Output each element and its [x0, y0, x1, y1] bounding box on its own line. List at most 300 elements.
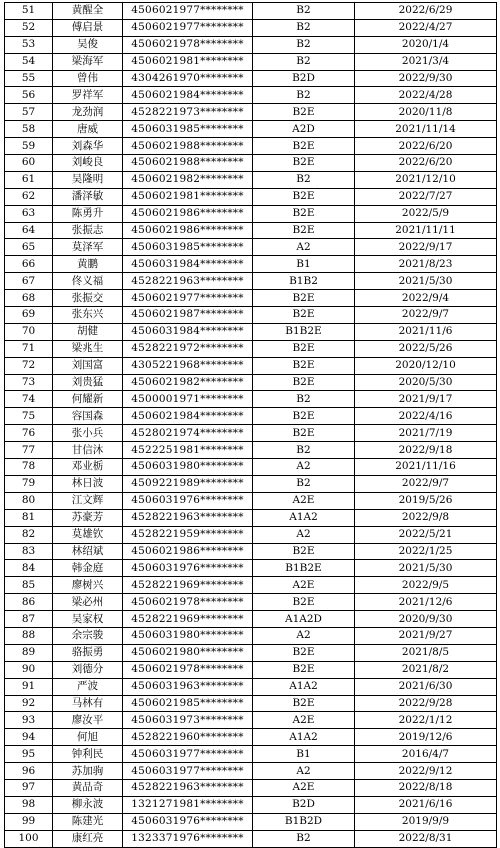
id-number-cell: 4528221969********	[123, 577, 253, 594]
row-number-cell: 52	[5, 19, 53, 36]
license-class-cell: B2E	[253, 138, 355, 155]
date-cell: 2022/9/8	[355, 509, 497, 526]
table-row	[5, 36, 497, 53]
table-row	[5, 746, 497, 763]
date-cell: 2022/5/21	[355, 526, 497, 543]
date-cell: 2021/9/27	[355, 627, 497, 644]
row-number-cell: 61	[5, 171, 53, 188]
name-cell: 吴隆明	[53, 171, 123, 188]
id-number-cell: 1323371976********	[123, 830, 253, 847]
id-number-cell: 4305221968********	[123, 357, 253, 374]
table-row	[5, 188, 497, 205]
license-class-cell: B2	[253, 391, 355, 408]
id-number-cell: 4506021980********	[123, 644, 253, 661]
table-row	[5, 526, 497, 543]
license-class-cell: B1B2D	[253, 813, 355, 830]
name-cell: 何耀新	[53, 391, 123, 408]
name-cell: 甘信沐	[53, 442, 123, 459]
table-row	[5, 830, 497, 847]
row-number-cell: 55	[5, 70, 53, 87]
license-class-cell: B2	[253, 475, 355, 492]
date-cell: 2021/12/10	[355, 171, 497, 188]
row-number-cell: 86	[5, 594, 53, 611]
date-cell: 2021/8/23	[355, 256, 497, 273]
table-row	[5, 442, 497, 459]
row-number-cell: 88	[5, 627, 53, 644]
row-number-cell: 73	[5, 374, 53, 391]
license-class-cell: A1A2	[253, 678, 355, 695]
table-row	[5, 475, 497, 492]
name-cell: 张小兵	[53, 425, 123, 442]
row-number-cell: 89	[5, 644, 53, 661]
row-number-cell: 64	[5, 222, 53, 239]
license-class-cell: B2	[253, 442, 355, 459]
license-class-cell: A1A2D	[253, 611, 355, 628]
date-cell: 2022/6/29	[355, 3, 497, 20]
id-number-cell: 4506021984********	[123, 87, 253, 104]
license-class-cell: B2D	[253, 796, 355, 813]
name-cell: 黄鹏	[53, 256, 123, 273]
id-number-cell: 4506021984********	[123, 408, 253, 425]
date-cell: 2021/11/16	[355, 459, 497, 476]
row-number-cell: 74	[5, 391, 53, 408]
row-number-cell: 72	[5, 357, 53, 374]
date-cell: 2022/5/26	[355, 340, 497, 357]
row-number-cell: 95	[5, 746, 53, 763]
table-row	[5, 138, 497, 155]
license-class-cell: B2E	[253, 357, 355, 374]
license-class-cell: B1	[253, 256, 355, 273]
date-cell: 2020/11/8	[355, 104, 497, 121]
date-cell: 2022/4/16	[355, 408, 497, 425]
table-row	[5, 408, 497, 425]
id-number-cell: 4528221959********	[123, 526, 253, 543]
table-row	[5, 222, 497, 239]
license-class-cell: B2E	[253, 374, 355, 391]
id-number-cell: 4506021982********	[123, 171, 253, 188]
name-cell: 吴俊	[53, 36, 123, 53]
row-number-cell: 87	[5, 611, 53, 628]
license-class-cell: B2	[253, 19, 355, 36]
date-cell: 2021/8/5	[355, 644, 497, 661]
name-cell: 龙劲润	[53, 104, 123, 121]
date-cell: 2021/7/19	[355, 425, 497, 442]
table-row	[5, 3, 497, 20]
row-number-cell: 68	[5, 290, 53, 307]
table-row	[5, 323, 497, 340]
license-class-cell: A1A2	[253, 509, 355, 526]
license-class-cell: B2	[253, 171, 355, 188]
name-cell: 严波	[53, 678, 123, 695]
name-cell: 刘德分	[53, 661, 123, 678]
table-row	[5, 155, 497, 172]
table-row	[5, 796, 497, 813]
name-cell: 张振交	[53, 290, 123, 307]
id-number-cell: 4506031984********	[123, 323, 253, 340]
name-cell: 钟利民	[53, 746, 123, 763]
name-cell: 余宗骏	[53, 627, 123, 644]
name-cell: 陈勇升	[53, 205, 123, 222]
row-number-cell: 97	[5, 779, 53, 796]
id-number-cell: 4528221973********	[123, 104, 253, 121]
date-cell: 2021/6/16	[355, 796, 497, 813]
row-number-cell: 75	[5, 408, 53, 425]
row-number-cell: 76	[5, 425, 53, 442]
id-number-cell: 4506021981********	[123, 53, 253, 70]
row-number-cell: 63	[5, 205, 53, 222]
table-row	[5, 678, 497, 695]
id-number-cell: 4506031973********	[123, 712, 253, 729]
table-row	[5, 104, 497, 121]
date-cell: 2021/5/30	[355, 560, 497, 577]
name-cell: 潘泽敏	[53, 188, 123, 205]
name-cell: 陈建光	[53, 813, 123, 830]
name-cell: 何旭	[53, 729, 123, 746]
name-cell: 廖树兴	[53, 577, 123, 594]
name-cell: 江文辉	[53, 492, 123, 509]
name-cell: 莫雄钦	[53, 526, 123, 543]
table-row	[5, 19, 497, 36]
name-cell: 罗祥军	[53, 87, 123, 104]
license-class-cell: B2E	[253, 594, 355, 611]
id-number-cell: 4506021986********	[123, 222, 253, 239]
name-cell: 容国森	[53, 408, 123, 425]
license-class-cell: A2	[253, 627, 355, 644]
name-cell: 刘国富	[53, 357, 123, 374]
date-cell: 2021/6/30	[355, 678, 497, 695]
license-class-cell: B2E	[253, 307, 355, 324]
row-number-cell: 58	[5, 121, 53, 138]
name-cell: 邓业栃	[53, 459, 123, 476]
row-number-cell: 60	[5, 155, 53, 172]
id-number-cell: 4506031963********	[123, 678, 253, 695]
date-cell: 2019/5/26	[355, 492, 497, 509]
license-class-cell: B1	[253, 746, 355, 763]
name-cell: 康红亮	[53, 830, 123, 847]
date-cell: 2022/9/4	[355, 290, 497, 307]
id-number-cell: 4528221969********	[123, 611, 253, 628]
date-cell: 2022/9/5	[355, 577, 497, 594]
table-row	[5, 357, 497, 374]
table-row	[5, 813, 497, 830]
row-number-cell: 78	[5, 459, 53, 476]
id-number-cell: 4528221972********	[123, 340, 253, 357]
table-row	[5, 779, 497, 796]
table-row	[5, 391, 497, 408]
table-row	[5, 425, 497, 442]
license-class-cell: A2E	[253, 492, 355, 509]
row-number-cell: 94	[5, 729, 53, 746]
table-row	[5, 171, 497, 188]
id-number-cell: 4506031985********	[123, 239, 253, 256]
date-cell: 2022/8/31	[355, 830, 497, 847]
name-cell: 林日波	[53, 475, 123, 492]
license-class-cell: A2E	[253, 577, 355, 594]
id-number-cell: 4506031976********	[123, 492, 253, 509]
row-number-cell: 90	[5, 661, 53, 678]
table-row	[5, 256, 497, 273]
date-cell: 2021/12/6	[355, 594, 497, 611]
name-cell: 林绍斌	[53, 543, 123, 560]
date-cell: 2022/5/9	[355, 205, 497, 222]
row-number-cell: 99	[5, 813, 53, 830]
name-cell: 胡健	[53, 323, 123, 340]
license-class-cell: A2	[253, 459, 355, 476]
name-cell: 刘贵猛	[53, 374, 123, 391]
id-number-cell: 4506021977********	[123, 290, 253, 307]
id-number-cell: 4506031985********	[123, 121, 253, 138]
name-cell: 曾伟	[53, 70, 123, 87]
table-row	[5, 87, 497, 104]
date-cell: 2019/12/6	[355, 729, 497, 746]
id-number-cell: 4528021974********	[123, 425, 253, 442]
license-class-cell: B2E	[253, 290, 355, 307]
id-number-cell: 4509221989********	[123, 475, 253, 492]
id-number-cell: 4506021978********	[123, 661, 253, 678]
license-class-cell: B2D	[253, 70, 355, 87]
row-number-cell: 54	[5, 53, 53, 70]
date-cell: 2020/9/30	[355, 611, 497, 628]
row-number-cell: 84	[5, 560, 53, 577]
license-table	[4, 2, 497, 848]
row-number-cell: 67	[5, 273, 53, 290]
license-class-cell: A2E	[253, 712, 355, 729]
row-number-cell: 93	[5, 712, 53, 729]
table-row	[5, 509, 497, 526]
row-number-cell: 92	[5, 695, 53, 712]
row-number-cell: 98	[5, 796, 53, 813]
id-number-cell: 4506031976********	[123, 813, 253, 830]
row-number-cell: 81	[5, 509, 53, 526]
name-cell: 苏加驹	[53, 763, 123, 780]
table-row	[5, 492, 497, 509]
row-number-cell: 53	[5, 36, 53, 53]
date-cell: 2022/9/12	[355, 763, 497, 780]
row-number-cell: 77	[5, 442, 53, 459]
name-cell: 莫泽军	[53, 239, 123, 256]
row-number-cell: 82	[5, 526, 53, 543]
date-cell: 2022/1/25	[355, 543, 497, 560]
name-cell: 刘森华	[53, 138, 123, 155]
id-number-cell: 4528221963********	[123, 273, 253, 290]
row-number-cell: 57	[5, 104, 53, 121]
id-number-cell: 4506031980********	[123, 627, 253, 644]
row-number-cell: 85	[5, 577, 53, 594]
license-class-cell: B2E	[253, 661, 355, 678]
date-cell: 2022/9/17	[355, 239, 497, 256]
id-number-cell: 4506021978********	[123, 36, 253, 53]
id-number-cell: 4506021987********	[123, 307, 253, 324]
license-class-cell: B2	[253, 36, 355, 53]
id-number-cell: 4506031984********	[123, 256, 253, 273]
date-cell: 2022/9/7	[355, 475, 497, 492]
date-cell: 2021/5/30	[355, 273, 497, 290]
license-class-cell: A2D	[253, 121, 355, 138]
id-number-cell: 4506031976********	[123, 560, 253, 577]
id-number-cell: 4506021981********	[123, 188, 253, 205]
name-cell: 唐威	[53, 121, 123, 138]
table-row	[5, 661, 497, 678]
table-row	[5, 577, 497, 594]
id-number-cell: 4506031980********	[123, 459, 253, 476]
id-number-cell: 4528221963********	[123, 509, 253, 526]
date-cell: 2019/9/9	[355, 813, 497, 830]
date-cell: 2021/11/14	[355, 121, 497, 138]
id-number-cell: 4506031977********	[123, 763, 253, 780]
date-cell: 2021/8/2	[355, 661, 497, 678]
id-number-cell: 4500001971********	[123, 391, 253, 408]
date-cell: 2022/4/27	[355, 19, 497, 36]
table-row	[5, 695, 497, 712]
license-class-cell: B2E	[253, 104, 355, 121]
row-number-cell: 91	[5, 678, 53, 695]
date-cell: 2022/9/28	[355, 695, 497, 712]
row-number-cell: 56	[5, 87, 53, 104]
name-cell: 张振志	[53, 222, 123, 239]
license-class-cell: B2E	[253, 205, 355, 222]
table-row	[5, 239, 497, 256]
license-class-cell: B2E	[253, 155, 355, 172]
table-row	[5, 70, 497, 87]
name-cell: 刘峻良	[53, 155, 123, 172]
name-cell: 柳永波	[53, 796, 123, 813]
row-number-cell: 96	[5, 763, 53, 780]
license-class-cell: B2E	[253, 695, 355, 712]
table-row	[5, 273, 497, 290]
name-cell: 梁海军	[53, 53, 123, 70]
id-number-cell: 4506021986********	[123, 205, 253, 222]
name-cell: 黄醒全	[53, 3, 123, 20]
id-number-cell: 4506021977********	[123, 19, 253, 36]
date-cell: 2021/11/11	[355, 222, 497, 239]
table-row	[5, 594, 497, 611]
id-number-cell: 4506021978********	[123, 594, 253, 611]
name-cell: 傅启景	[53, 19, 123, 36]
name-cell: 佟义福	[53, 273, 123, 290]
id-number-cell: 4506031977********	[123, 746, 253, 763]
name-cell: 梁兆生	[53, 340, 123, 357]
table-row	[5, 205, 497, 222]
id-number-cell: 4528221963********	[123, 779, 253, 796]
date-cell: 2022/4/28	[355, 87, 497, 104]
name-cell: 廖汝平	[53, 712, 123, 729]
date-cell: 2022/8/18	[355, 779, 497, 796]
id-number-cell: 4506021988********	[123, 155, 253, 172]
table-row	[5, 543, 497, 560]
license-class-cell: B2E	[253, 644, 355, 661]
license-class-cell: B2E	[253, 408, 355, 425]
date-cell: 2022/9/7	[355, 307, 497, 324]
row-number-cell: 100	[5, 830, 53, 847]
id-number-cell: 4506021985********	[123, 695, 253, 712]
id-number-cell: 4506021988********	[123, 138, 253, 155]
table-body	[5, 3, 497, 848]
license-class-cell: A1A2	[253, 729, 355, 746]
date-cell: 2022/9/30	[355, 70, 497, 87]
id-number-cell: 4506021982********	[123, 374, 253, 391]
license-class-cell: B2	[253, 830, 355, 847]
row-number-cell: 80	[5, 492, 53, 509]
id-number-cell: 4506021986********	[123, 543, 253, 560]
license-class-cell: B2E	[253, 425, 355, 442]
table-row	[5, 611, 497, 628]
date-cell: 2021/3/4	[355, 53, 497, 70]
row-number-cell: 66	[5, 256, 53, 273]
table-row	[5, 627, 497, 644]
table-row	[5, 763, 497, 780]
table-row	[5, 560, 497, 577]
table-row	[5, 53, 497, 70]
row-number-cell: 51	[5, 3, 53, 20]
date-cell: 2022/1/12	[355, 712, 497, 729]
table-row	[5, 340, 497, 357]
date-cell: 2020/12/10	[355, 357, 497, 374]
id-number-cell: 4304261970********	[123, 70, 253, 87]
license-class-cell: A2	[253, 763, 355, 780]
table-row	[5, 459, 497, 476]
row-number-cell: 79	[5, 475, 53, 492]
id-number-cell: 4528221960********	[123, 729, 253, 746]
date-cell: 2021/11/6	[355, 323, 497, 340]
row-number-cell: 65	[5, 239, 53, 256]
name-cell: 黄品奇	[53, 779, 123, 796]
id-number-cell: 1321271981********	[123, 796, 253, 813]
license-class-cell: B2E	[253, 340, 355, 357]
date-cell: 2022/6/20	[355, 138, 497, 155]
table-row	[5, 729, 497, 746]
name-cell: 骆振勇	[53, 644, 123, 661]
license-class-cell: B1B2	[253, 273, 355, 290]
id-number-cell: 4506021977********	[123, 3, 253, 20]
date-cell: 2020/5/30	[355, 374, 497, 391]
name-cell: 吴家权	[53, 611, 123, 628]
date-cell: 2016/4/7	[355, 746, 497, 763]
license-class-cell: A2	[253, 239, 355, 256]
license-class-cell: B2	[253, 3, 355, 20]
license-class-cell: B2	[253, 87, 355, 104]
date-cell: 2022/9/18	[355, 442, 497, 459]
table-row	[5, 121, 497, 138]
table-row	[5, 290, 497, 307]
date-cell: 2021/9/17	[355, 391, 497, 408]
license-class-cell: B1B2E	[253, 560, 355, 577]
table-row	[5, 374, 497, 391]
license-class-cell: B2E	[253, 188, 355, 205]
row-number-cell: 62	[5, 188, 53, 205]
row-number-cell: 69	[5, 307, 53, 324]
name-cell: 张东兴	[53, 307, 123, 324]
date-cell: 2020/1/4	[355, 36, 497, 53]
row-number-cell: 59	[5, 138, 53, 155]
license-class-cell: B1B2E	[253, 323, 355, 340]
table-row	[5, 307, 497, 324]
name-cell: 苏豪芳	[53, 509, 123, 526]
license-class-cell: B2E	[253, 222, 355, 239]
license-class-cell: B2	[253, 53, 355, 70]
row-number-cell: 71	[5, 340, 53, 357]
table-row	[5, 712, 497, 729]
date-cell: 2022/6/20	[355, 155, 497, 172]
license-class-cell: A2	[253, 526, 355, 543]
license-class-cell: A2E	[253, 779, 355, 796]
name-cell: 韩金庭	[53, 560, 123, 577]
license-class-cell: B2E	[253, 543, 355, 560]
id-number-cell: 4522251981********	[123, 442, 253, 459]
row-number-cell: 70	[5, 323, 53, 340]
date-cell: 2022/7/27	[355, 188, 497, 205]
name-cell: 梁必州	[53, 594, 123, 611]
row-number-cell: 83	[5, 543, 53, 560]
